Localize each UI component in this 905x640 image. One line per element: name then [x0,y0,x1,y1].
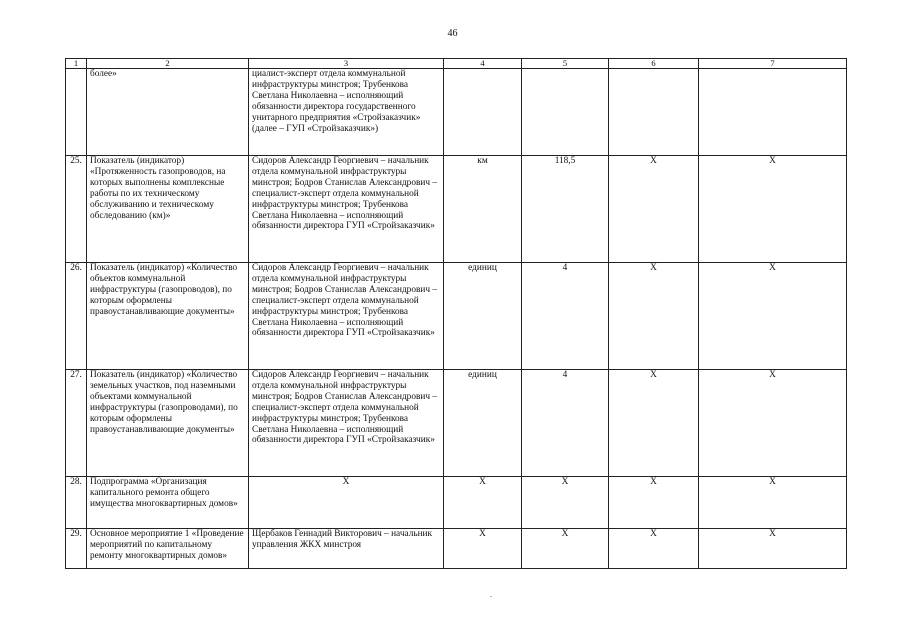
row-unit: км [444,156,522,263]
row-number: 26. [66,263,87,370]
row-unit: Х [444,529,522,569]
row-responsible: циалист-эксперт отдела коммунальной инфраструктуры минстроя; Трубенкова Светлана Николаевна – исполняющий обязанности директора государственного унитарного предприятия «Стройзаказчик» (далее – ГУП «Стройзаказчик») [249,69,444,156]
table-row [66,69,847,156]
column-header: 3 [249,59,444,69]
row-name: более» [87,69,249,156]
table-row [66,156,847,263]
row-value: 4 [522,370,609,477]
data-table [65,58,847,569]
table-row [66,263,847,370]
row-col7: Х [699,477,847,529]
row-col7: Х [699,529,847,569]
column-header: 5 [522,59,609,69]
row-col6: Х [609,263,699,370]
row-name: Основное мероприятие 1 «Проведение мероприятий по капитальному ремонту многоквартирных домов» [87,529,249,569]
row-value: Х [522,529,609,569]
row-name: Показатель (индикатор) «Количество земельных участков, под наземными объектами коммунальной инфраструктуры (газопроводами), по которым оформлены правоустанавливающие документы» [87,370,249,477]
column-header: 2 [87,59,249,69]
row-name: Показатель (индикатор) «Количество объектов коммунальной инфраструктуры (газопроводов), по которым оформлены правоустанавливающие документы» [87,263,249,370]
row-responsible: Сидоров Александр Георгиевич – начальник отдела коммунальной инфраструктуры минстроя; Бодров Станислав Александрович – специалист-эксперт отдела коммунальной инфраструктуры минстроя; Трубенкова Светлана Николаевна – исполняющий обязанности директора ГУП «Стройзаказчик» [249,156,444,263]
row-number: 29. [66,529,87,569]
page-number: 46 [447,28,458,39]
row-value: Х [522,477,609,529]
row-responsible: Сидоров Александр Георгиевич – начальник отдела коммунальной инфраструктуры минстроя; Бодров Станислав Александрович – специалист-эксперт отдела коммунальной инфраструктуры минстроя; Трубенкова Светлана Николаевна – исполняющий обязанности директора ГУП «Стройзаказчик» [249,370,444,477]
row-number: 27. [66,370,87,477]
row-col7 [699,69,847,156]
row-col7: Х [699,263,847,370]
row-name: Подпрограмма «Организация капитального ремонта общего имущества многоквартирных домов» [87,477,249,529]
row-number: 28. [66,477,87,529]
row-responsible: Сидоров Александр Георгиевич – начальник отдела коммунальной инфраструктуры минстроя; Бодров Станислав Александрович – специалист-эксперт отдела коммунальной инфраструктуры минстроя; Трубенкова Светлана Николаевна – исполняющий обязанности директора ГУП «Стройзаказчик» [249,263,444,370]
row-col6: Х [609,529,699,569]
row-unit: единиц [444,263,522,370]
row-col6 [609,69,699,156]
column-header: 7 [699,59,847,69]
row-col7: Х [699,156,847,263]
row-unit: единиц [444,370,522,477]
row-value [522,69,609,156]
table-header-row [66,59,847,69]
table-row [66,529,847,569]
row-unit [444,69,522,156]
row-name: Показатель (индикатор) «Протяженность газопроводов, на которых выполнены комплексные работы по их техническому обслуживанию и техническому обследованию (км)» [87,156,249,263]
row-value: 118,5 [522,156,609,263]
row-number: 25. [66,156,87,263]
row-number [66,69,87,156]
row-responsible: Х [249,477,444,529]
row-value: 4 [522,263,609,370]
column-header: 4 [444,59,522,69]
row-col6: Х [609,370,699,477]
row-responsible: Щербаков Геннадий Викторович – начальник управления ЖКХ минстроя [249,529,444,569]
table-row [66,370,847,477]
row-col6: Х [609,156,699,263]
column-header: 1 [66,59,87,69]
table-row [66,477,847,529]
row-unit: Х [444,477,522,529]
row-col7: Х [699,370,847,477]
row-col6: Х [609,477,699,529]
scan-artifact [490,596,492,597]
column-header: 6 [609,59,699,69]
